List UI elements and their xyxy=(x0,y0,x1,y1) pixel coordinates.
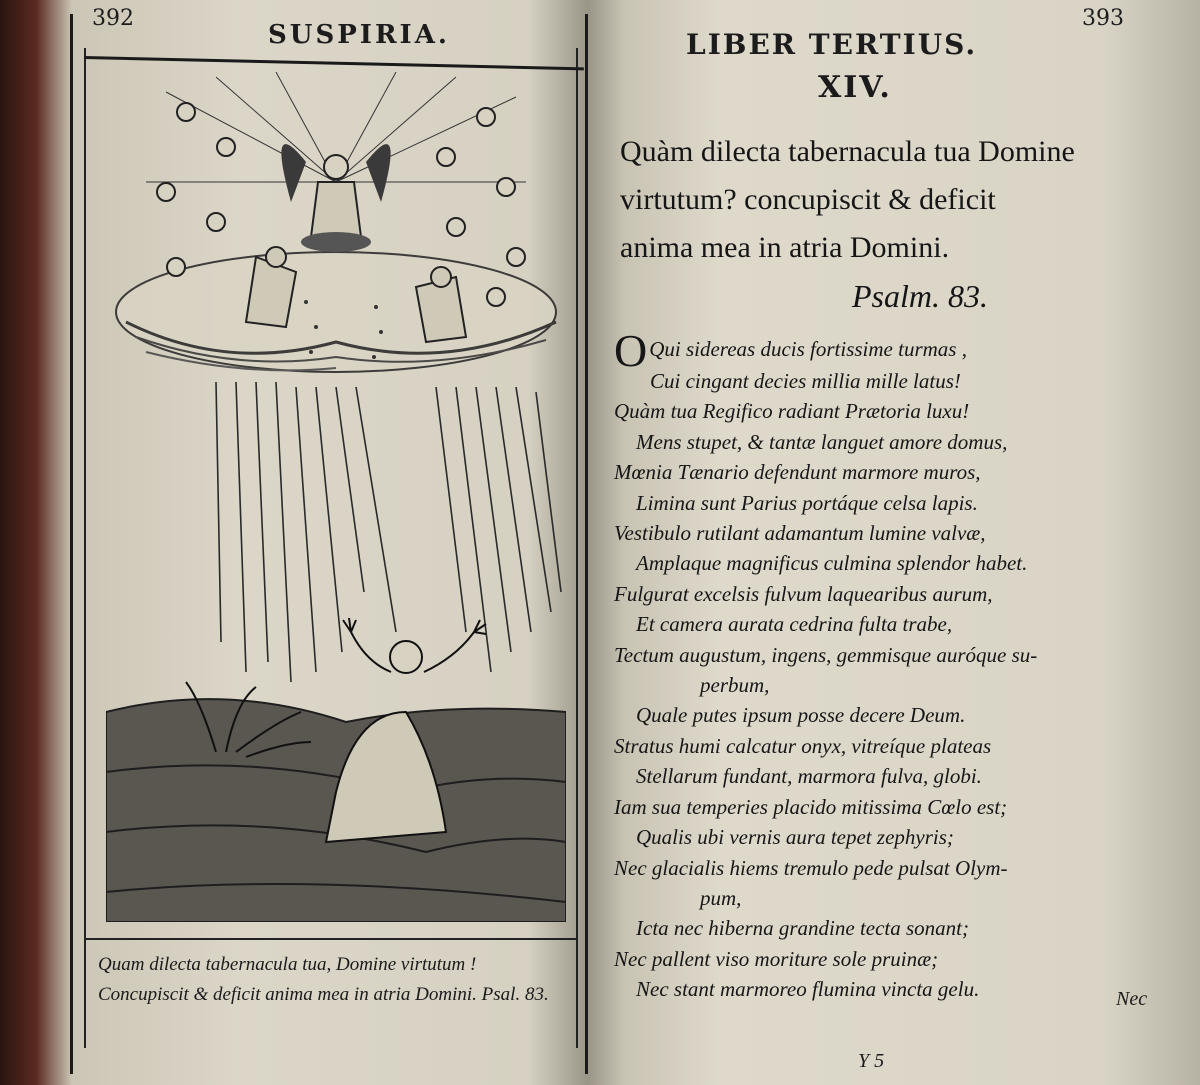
poem-line xyxy=(614,457,1194,487)
epigraph xyxy=(620,128,1180,320)
catchword: Nec xyxy=(1116,988,1148,1010)
section-number: XIV. xyxy=(818,70,892,105)
poem-line xyxy=(614,579,1194,609)
poem-line xyxy=(614,427,1194,457)
poem-line-text: Mœnia Tænario defendunt marmore muros, xyxy=(614,460,981,485)
poem-line xyxy=(614,974,1194,1004)
poem-line xyxy=(614,761,1194,791)
poem-line xyxy=(614,640,1194,670)
poem-line-text: Quale putes ipsum posse decere Deum. xyxy=(636,703,966,728)
poem-line xyxy=(614,792,1194,822)
drop-cap: O xyxy=(614,325,648,376)
epigraph-reference: Psalm. 83. xyxy=(852,278,988,314)
poem-line xyxy=(614,366,1194,396)
signature-mark: Y 5 xyxy=(858,1050,885,1072)
poem-line-text: Iam sua temperies placido mitissima Cœlo est; xyxy=(614,794,1008,819)
page-number-right: 393 xyxy=(1082,6,1124,31)
poem-line-text: perbum, xyxy=(700,673,770,698)
poem-line xyxy=(614,883,1194,913)
poem xyxy=(614,325,1194,1005)
poem-line-text: Fulgurat excelsis fulvum laquearibus aurum, xyxy=(614,581,993,606)
poem-line xyxy=(614,488,1194,518)
poem-line xyxy=(614,822,1194,852)
poem-line-text: Et camera aurata cedrina fulta trabe, xyxy=(636,612,953,637)
poem-line-text: Limina sunt Parius portáque celsa lapis. xyxy=(636,490,978,515)
poem-line-text: Nec glacialis hiems tremulo pede pulsat Olym- xyxy=(614,855,1008,880)
poem-line-text: Stratus humi calcatur onyx, vitreíque plateas xyxy=(614,733,992,758)
poem-line-text: pum, xyxy=(700,885,742,910)
poem-line-text: Tectum augustum, ingens, gemmisque auróque su- xyxy=(614,642,1038,667)
poem-line xyxy=(614,853,1194,883)
poem-line xyxy=(614,548,1194,578)
poem-line xyxy=(614,325,1194,376)
central-angel xyxy=(281,144,390,252)
poem-line-text: Nec pallent viso moriture sole pruinæ; xyxy=(614,946,939,971)
poem-line xyxy=(614,731,1194,761)
poem-line-text: Quàm tua Regifico radiant Prætoria luxu! xyxy=(614,399,970,424)
poem-line xyxy=(614,396,1194,426)
poem-line-text: Amplaque magnificus culmina splendor habet. xyxy=(636,551,1028,576)
poem-line-text: Stellarum fundant, marmora fulva, globi. xyxy=(636,764,982,789)
epigraph-line: Quàm dilecta tabernacula tua Domine xyxy=(620,135,1075,168)
page-number-left: 392 xyxy=(92,6,134,31)
running-head-right: LIBER TERTIUS. xyxy=(686,28,978,61)
epigraph-line: virtutum? concupiscit & deficit xyxy=(620,183,996,216)
epigraph-line: anima mea in atria Domini. xyxy=(620,231,950,264)
poem-line xyxy=(614,670,1194,700)
poem-line-text: Mens stupet, & tantæ languet amore domus, xyxy=(636,429,1008,454)
right-page xyxy=(608,0,1200,1085)
engraving-illustration xyxy=(106,72,566,922)
caption-rule xyxy=(86,938,576,940)
poem-line xyxy=(614,609,1194,639)
poem-line xyxy=(614,913,1194,943)
left-page xyxy=(40,0,600,1085)
poem-line xyxy=(614,700,1194,730)
poem-line-text: Icta nec hiberna grandine tecta sonant; xyxy=(636,916,970,941)
poem-line-text: Cui cingant decies millia mille latus! xyxy=(650,369,961,393)
poem-line-text: Qui sidereas ducis fortissime turmas , xyxy=(649,337,967,361)
poem-line xyxy=(614,944,1194,974)
poem-line-text: Vestibulo rutilant adamantum lumine valvæ, xyxy=(614,521,986,546)
engraving-caption: Quam dilecta tabernacula tua, Domine virtutum ! Concupiscit & deficit anima mea in atria Domini. Psal. 83. xyxy=(98,954,549,1005)
light-rays xyxy=(216,382,561,682)
poem-line xyxy=(614,518,1194,548)
poem-line-text: Qualis ubi vernis aura tepet zephyris; xyxy=(636,825,954,850)
running-head-left: SUSPIRIA. xyxy=(268,20,450,50)
poem-line-text: Nec stant marmoreo flumina vincta gelu. xyxy=(636,977,980,1002)
